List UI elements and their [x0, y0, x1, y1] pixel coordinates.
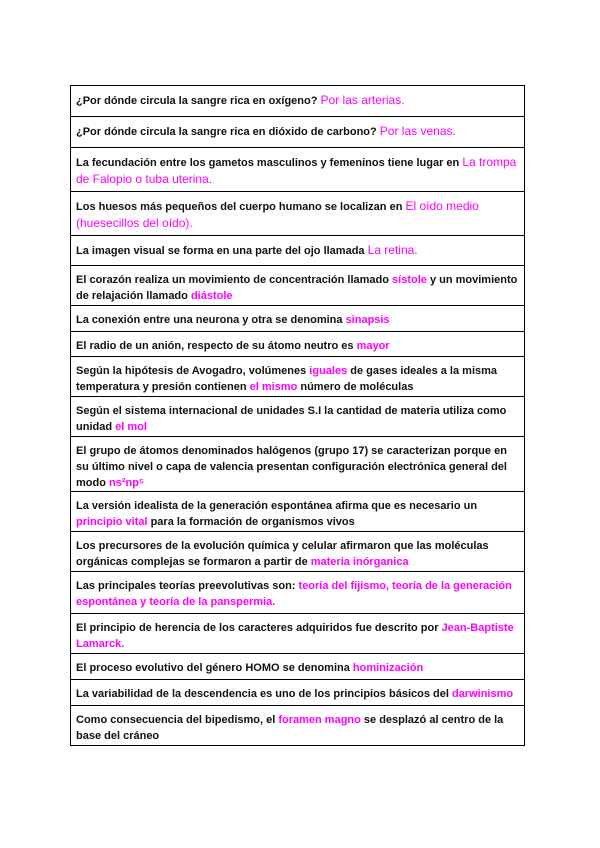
qa-row	[70, 654, 525, 680]
answer-text: darwinismo	[451, 688, 514, 700]
qa-row	[70, 306, 525, 332]
question-text: Como consecuencia del bipedismo, el	[76, 714, 279, 726]
qa-row	[70, 437, 525, 492]
question-text: número de moléculas	[297, 381, 414, 393]
answer-text: Jean-Baptiste Lamarck.	[76, 622, 514, 650]
qa-row	[70, 192, 525, 236]
qa-row	[70, 332, 525, 357]
answer-text: hominización	[352, 662, 424, 674]
qa-row	[70, 117, 525, 148]
question-text: se desplazó al centro de la base del cráneo	[76, 714, 504, 742]
question-text: La fecundación entre los gametos masculinos y femeninos tiene lugar en	[76, 157, 463, 169]
answer-text: ns²np⁵	[109, 477, 145, 489]
question-text: El proceso evolutivo del género HOMO se denomina	[76, 662, 353, 674]
answer-text: el mol	[115, 421, 147, 433]
question-text: de gases ideales a la misma temperatura y presión contienen	[76, 365, 498, 393]
question-text: Según el sistema internacional de unidades S.I la cantidad de materia utiliza como unidad	[76, 405, 507, 433]
answer-text: sinapsis	[345, 314, 390, 326]
qa-row	[70, 532, 525, 572]
qa-row	[70, 236, 525, 266]
question-text: Los huesos más pequeños del cuerpo humano se localizan en	[76, 201, 406, 213]
question-text: para la formación de organismos vivos	[147, 516, 355, 528]
question-text: El principio de herencia de los caracteres adquiridos fue descrito por	[76, 622, 442, 634]
answer-text: mayor	[356, 340, 390, 352]
question-text: Los precursores de la evolución química y celular afirmaron que las moléculas orgánicas complejas se formaron a partir de	[76, 540, 489, 568]
qa-row	[70, 357, 525, 397]
question-text: El radio de un anión, respecto de su átomo neutro es	[76, 340, 357, 352]
answer-text: materia inórganica	[310, 556, 409, 568]
question-text: El corazón realiza un movimiento de concentración llamado	[76, 274, 393, 286]
answer-text: diástole	[190, 290, 233, 302]
question-text: La variabilidad de la descendencia es uno de los principios básicos del	[76, 688, 452, 700]
answer-text: iguales	[309, 365, 348, 377]
answer-text: Por las arterias.	[320, 93, 405, 107]
question-text: ¿Por dónde circula la sangre rica en oxígeno?	[76, 95, 321, 107]
qa-row	[70, 266, 525, 306]
question-text: La conexión entre una neurona y otra se denomina	[76, 314, 346, 326]
question-text: ¿Por dónde circula la sangre rica en dióxido de carbono?	[76, 126, 380, 138]
question-text: y un movimiento de relajación llamado	[76, 274, 518, 302]
qa-row	[70, 148, 525, 192]
qa-row	[70, 680, 525, 706]
answer-text: principio vital	[76, 516, 148, 528]
answer-text: el mismo	[249, 381, 298, 393]
qa-row	[70, 86, 525, 117]
qa-row	[70, 614, 525, 654]
question-text: Según la hipótesis de Avogadro, volúmenes	[76, 365, 310, 377]
qa-row	[70, 492, 525, 532]
question-answer-table	[70, 85, 525, 746]
question-text: La versión idealista de la generación espontánea afirma que es necesario un	[76, 500, 478, 512]
answer-text: sístole	[392, 274, 427, 286]
question-text: El grupo de átomos denominados halógenos (grupo 17) se caracterizan porque en su último nivel o capa de valencia presentan configuración electrónica general del modo	[76, 445, 507, 489]
answer-text: Por las venas.	[379, 124, 456, 138]
question-text: Las principales teorías preevolutivas son:	[76, 580, 299, 592]
answer-text: El oído medio (huesecillos del oído).	[76, 199, 479, 230]
answer-text: teoría del fijismo, teoría de la generación espontánea y teoría de la panspermia.	[76, 580, 512, 608]
qa-row	[70, 572, 525, 614]
answer-text: La trompa de Falopio o tuba uterina.	[76, 155, 517, 186]
qa-row	[70, 397, 525, 437]
question-text: La imagen visual se forma en una parte del ojo llamada	[76, 245, 368, 257]
answer-text: foramen magno	[278, 714, 361, 726]
answer-text: La retina.	[367, 243, 418, 257]
qa-row	[70, 706, 525, 746]
